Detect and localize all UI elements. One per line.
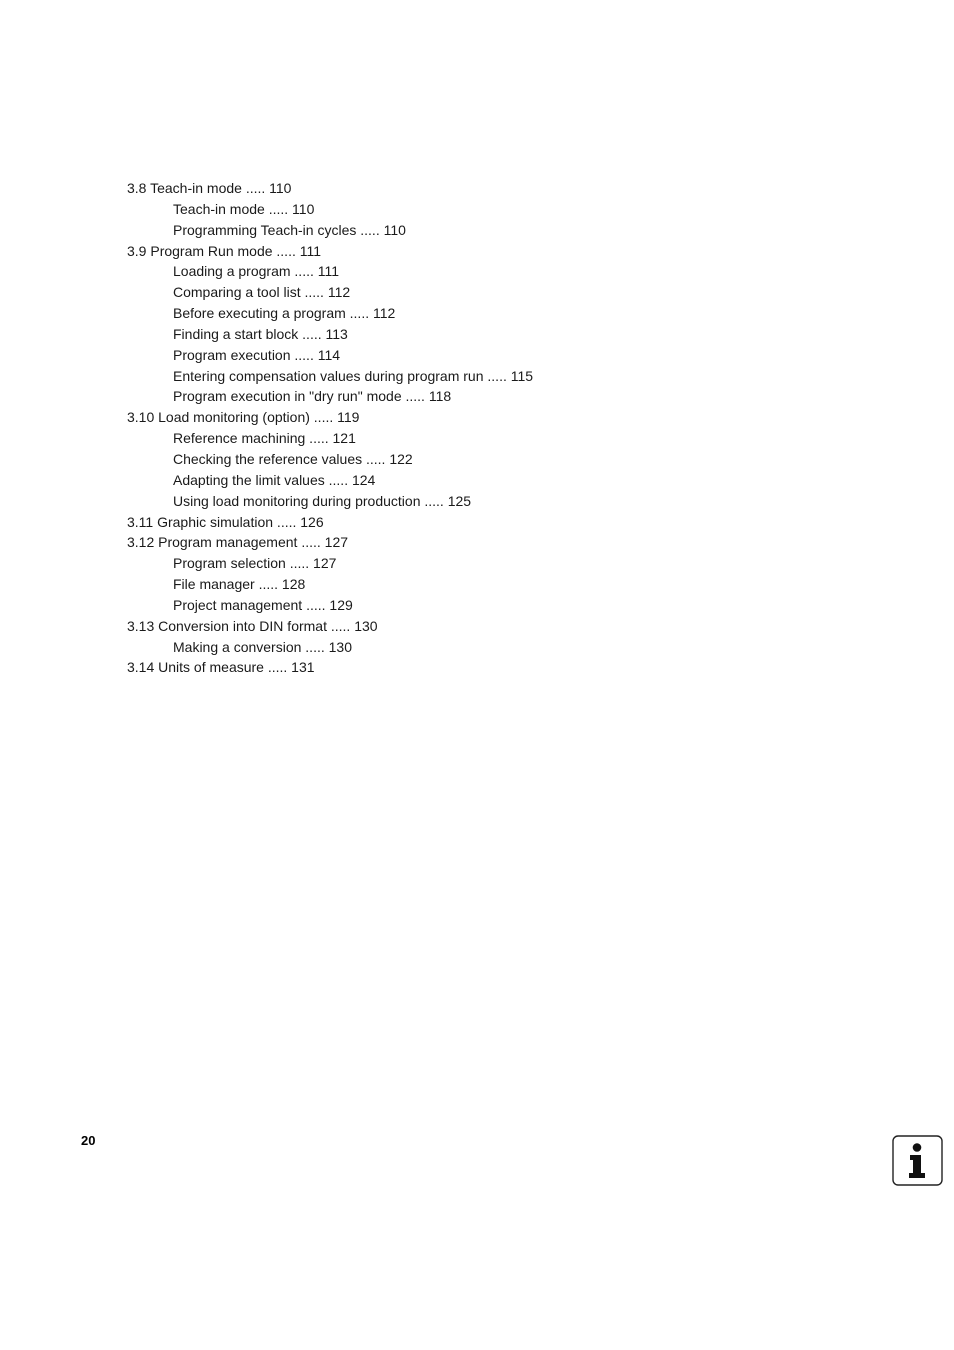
page-number: 20 — [81, 1133, 96, 1148]
toc-entry[interactable]: File manager ..... 128 — [173, 576, 306, 593]
toc-entry[interactable]: 3.13 Conversion into DIN format ..... 130 — [127, 617, 378, 634]
toc-entry[interactable]: Program execution in "dry run" mode ..... 118 — [173, 388, 452, 405]
toc-entry[interactable]: Finding a start block ..... 113 — [173, 325, 348, 342]
toc-entry[interactable]: Teach-in mode ..... 110 — [173, 200, 315, 217]
toc-entry[interactable]: Adapting the limit values ..... 124 — [173, 471, 376, 488]
toc-entry[interactable]: 3.12 Program management ..... 127 — [127, 534, 349, 551]
toc-entry[interactable]: Program selection ..... 127 — [173, 555, 337, 572]
toc-entry[interactable]: Entering compensation values during program run ..... 115 — [173, 367, 534, 384]
toc-entry[interactable]: 3.8 Teach-in mode ..... 110 — [127, 180, 292, 196]
table-of-contents — [127, 178, 533, 678]
toc-entry[interactable]: Checking the reference values ..... 122 — [173, 450, 413, 467]
toc-entry[interactable]: Comparing a tool list ..... 112 — [173, 284, 351, 301]
toc-entry[interactable]: Using load monitoring during production ..... 125 — [173, 492, 472, 509]
info-icon — [892, 1135, 943, 1186]
toc-entry[interactable]: Making a conversion ..... 130 — [173, 638, 352, 655]
toc-entry[interactable]: Programming Teach-in cycles ..... 110 — [173, 221, 406, 238]
toc-entry[interactable]: 3.11 Graphic simulation ..... 126 — [127, 513, 324, 530]
toc-entry[interactable]: 3.9 Program Run mode ..... 111 — [127, 242, 322, 259]
toc-entry[interactable]: Before executing a program ..... 112 — [173, 305, 396, 322]
toc-entry[interactable]: 3.14 Units of measure ..... 131 — [127, 659, 315, 676]
toc-entry[interactable]: Reference machining ..... 121 — [173, 430, 356, 447]
toc-entry[interactable]: Loading a program ..... 111 — [173, 263, 340, 280]
toc-entry[interactable]: 3.10 Load monitoring (option) ..... 119 — [127, 409, 360, 426]
toc-entry[interactable]: Project management ..... 129 — [173, 596, 353, 613]
toc-entry[interactable]: Program execution ..... 114 — [173, 346, 341, 363]
